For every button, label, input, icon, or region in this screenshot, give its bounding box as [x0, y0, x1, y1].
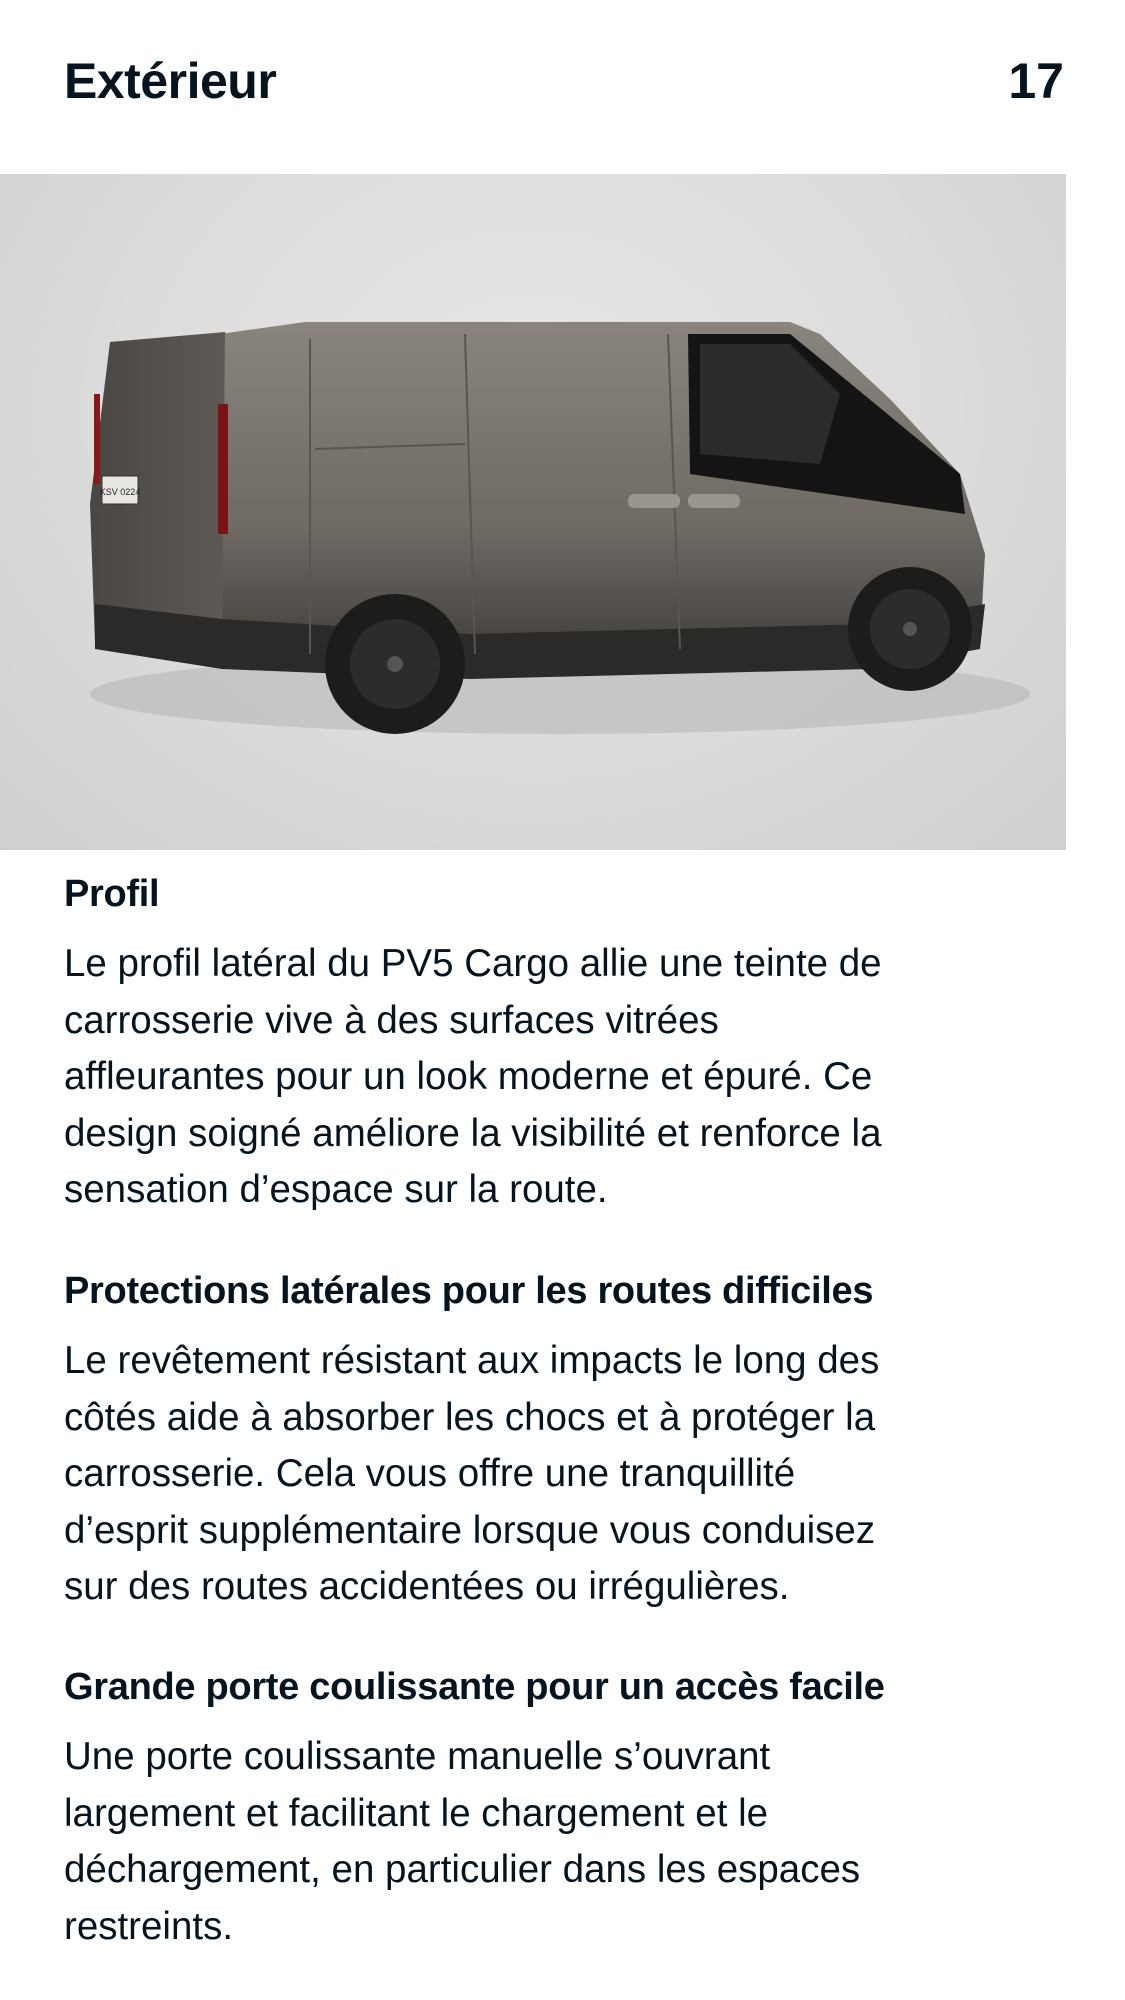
section-heading: Grande porte coulissante pour un accès facile — [64, 1666, 885, 1708]
section-heading: Protections latérales pour les routes difficiles — [64, 1270, 874, 1312]
page-title: Extérieur — [64, 53, 277, 109]
page-number: 17 — [1008, 53, 1064, 109]
section-body: Le profil latéral du PV5 Cargo allie une teinte de carrosserie vive à des surfaces vitrées affleurantes pour un look moderne et épuré. Ce design soigné améliore la visibilité et renforce la sensation d’espace sur la route. — [64, 942, 882, 1211]
van-illustration — [0, 174, 1066, 850]
front-wheel — [848, 567, 972, 691]
section-body: Le revêtement résistant aux impacts le long des côtés aide à absorber les chocs et à protéger la carrosserie. Cela vous offre une tranquillité d’esprit supplémentaire lorsque vous conduisez sur des routes accidentées ou irrégulières. — [64, 1339, 880, 1608]
section-sliding-door — [64, 1663, 1064, 1955]
van-photo — [0, 174, 1066, 850]
section-side-protection — [64, 1267, 1064, 1616]
section-body: Une porte coulissante manuelle s’ouvrant largement et facilitant le chargement et le déchargement, en particulier dans les espaces restreints. — [64, 1735, 861, 1948]
license-plate: KSV 0224 — [99, 487, 141, 497]
section-profil — [64, 870, 1064, 1219]
rear-wheel — [325, 594, 465, 734]
section-heading: Profil — [64, 873, 160, 915]
